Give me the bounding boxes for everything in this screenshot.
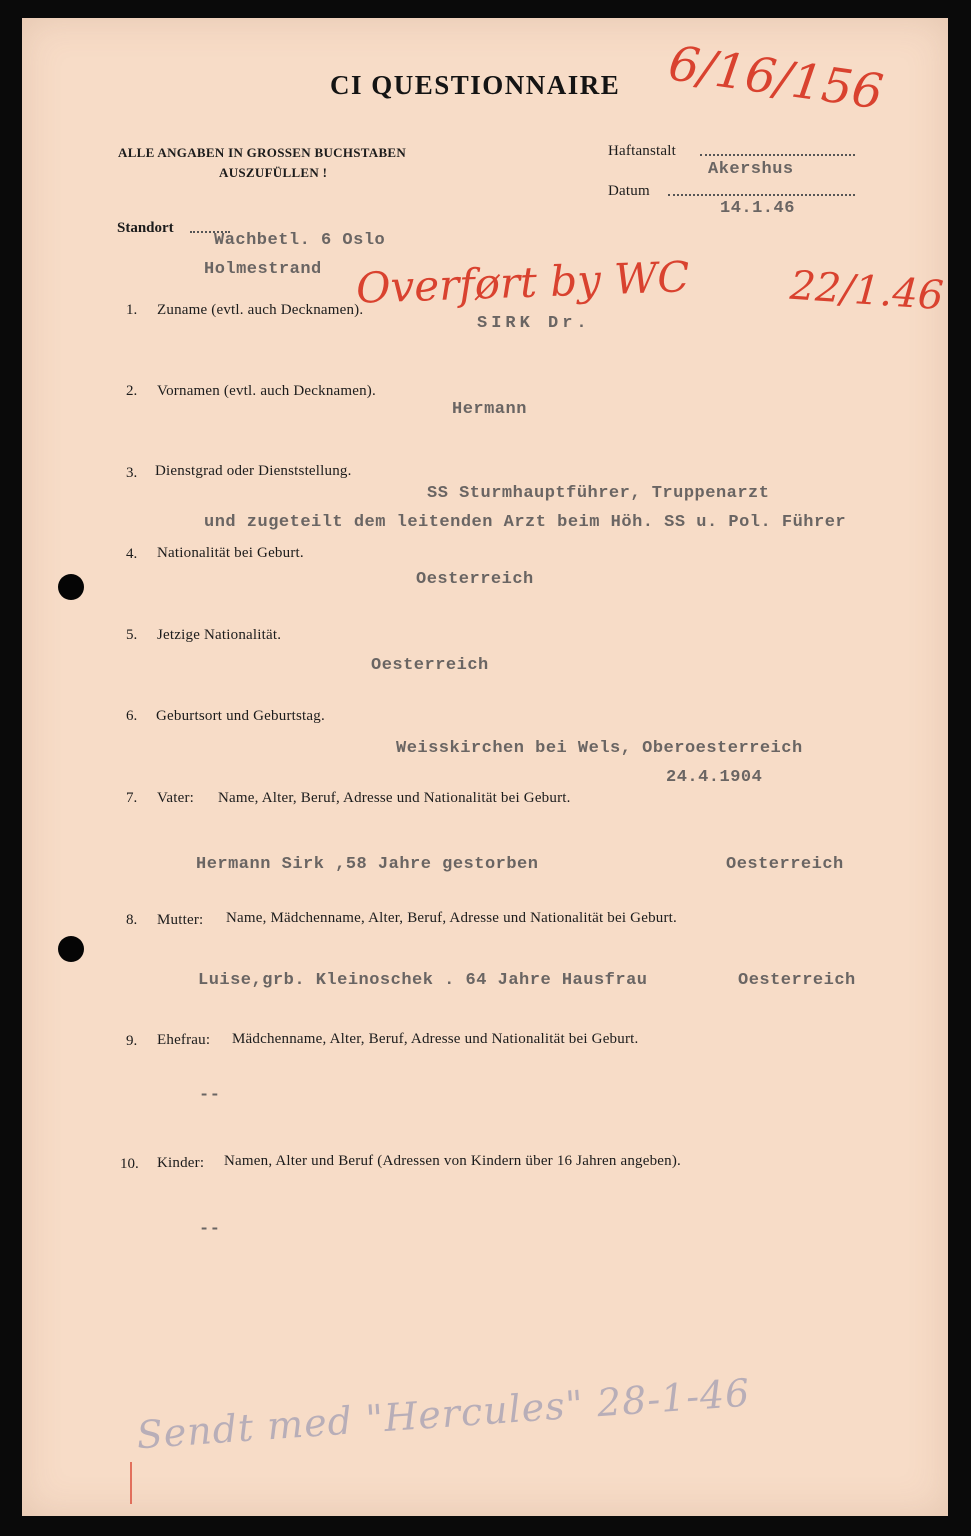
- standort-value-line-2: Holmestrand: [204, 260, 322, 279]
- question-1-answer: SIRK Dr.: [477, 314, 591, 333]
- question-9-label: Mädchenname, Alter, Beruf, Adresse und Nationalität bei Geburt.: [232, 1031, 639, 1047]
- question-1-number: 1.: [126, 302, 138, 318]
- question-7-label: Name, Alter, Beruf, Adresse und Nationalität bei Geburt.: [218, 790, 571, 806]
- question-3-answer-line-2: und zugeteilt dem leitenden Arzt beim Höh. SS u. Pol. Führer: [204, 513, 847, 532]
- question-4-answer: Oesterreich: [416, 570, 534, 589]
- question-10-field-name: Kinder:: [157, 1155, 205, 1171]
- pencil-handwritten-note: Sendt med "Hercules" 28-1-46: [135, 1370, 752, 1458]
- question-9-field-name: Ehefrau:: [157, 1032, 211, 1048]
- question-6-number: 6.: [126, 708, 138, 724]
- question-9-number: 9.: [126, 1033, 138, 1049]
- haftanstalt-line: [700, 154, 855, 156]
- question-6-answer-line-2: 24.4.1904: [666, 768, 763, 787]
- question-3-label: Dienstgrad oder Dienststellung.: [155, 463, 352, 479]
- questionnaire-sheet: [22, 18, 948, 1516]
- red-handwritten-number: 6/16/156: [665, 35, 887, 121]
- question-6-label: Geburtsort und Geburtstag.: [156, 708, 325, 724]
- question-6-answer-line-1: Weisskirchen bei Wels, Oberoesterreich: [396, 739, 803, 758]
- datum-label: Datum: [608, 183, 650, 199]
- question-5-label: Jetzige Nationalität.: [157, 627, 282, 643]
- question-8-number: 8.: [126, 912, 138, 928]
- form-title: CI QUESTIONNAIRE: [330, 70, 621, 100]
- instruction-line-2: AUSZUFÜLLEN !: [219, 165, 328, 180]
- question-8-label: Name, Mädchenname, Alter, Beruf, Adresse und Nationalität bei Geburt.: [226, 910, 677, 926]
- question-10-label: Namen, Alter und Beruf (Adressen von Kindern über 16 Jahren angeben).: [224, 1153, 681, 1169]
- question-10-number: 10.: [120, 1156, 139, 1172]
- pencil-mark: [130, 1462, 132, 1504]
- question-7-number: 7.: [126, 790, 138, 806]
- question-7-nationality: Oesterreich: [726, 855, 844, 874]
- red-handwritten-note: Overført by WC: [355, 252, 691, 313]
- question-4-label: Nationalität bei Geburt.: [157, 545, 304, 561]
- question-3-answer-line-1: SS Sturmhauptführer, Truppenarzt: [427, 484, 770, 503]
- red-handwritten-date: 22/1.46: [788, 262, 945, 320]
- question-8-field-name: Mutter:: [157, 912, 204, 928]
- question-1-label: Zuname (evtl. auch Decknamen).: [157, 302, 364, 318]
- question-9-answer: --: [199, 1086, 221, 1105]
- haftanstalt-value: Akershus: [708, 160, 794, 179]
- question-8-answer: Luise,grb. Kleinoschek . 64 Jahre Hausfrau: [198, 971, 648, 990]
- question-5-number: 5.: [126, 627, 138, 643]
- question-5-answer: Oesterreich: [371, 656, 489, 675]
- question-2-number: 2.: [126, 383, 138, 399]
- question-2-answer: Hermann: [452, 400, 527, 419]
- datum-line: [668, 194, 855, 196]
- punch-hole-top: [58, 574, 84, 600]
- standort-value-line-1: Wachbetl. 6 Oslo: [214, 231, 386, 250]
- instruction-line-1: ALLE ANGABEN IN GROSSEN BUCHSTABEN: [118, 145, 407, 160]
- question-8-nationality: Oesterreich: [738, 971, 856, 990]
- question-10-answer: --: [199, 1220, 221, 1239]
- standort-label: Standort: [117, 220, 174, 236]
- haftanstalt-label: Haftanstalt: [608, 143, 677, 159]
- question-2-label: Vornamen (evtl. auch Decknamen).: [157, 383, 376, 399]
- datum-value: 14.1.46: [720, 199, 795, 218]
- question-7-answer: Hermann Sirk ,58 Jahre gestorben: [196, 855, 539, 874]
- punch-hole-bottom: [58, 936, 84, 962]
- question-7-field-name: Vater:: [157, 790, 195, 806]
- question-3-number: 3.: [126, 465, 138, 481]
- question-4-number: 4.: [126, 546, 138, 562]
